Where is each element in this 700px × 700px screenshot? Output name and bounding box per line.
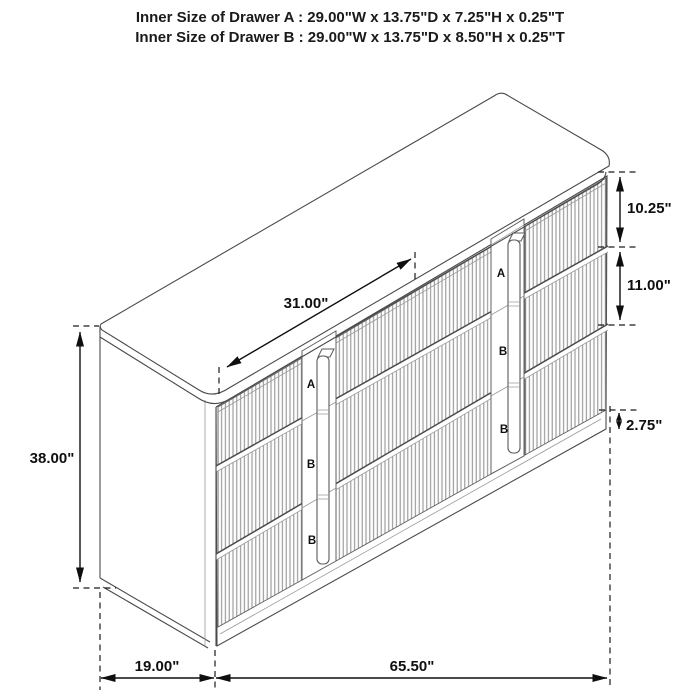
drawer-label-right-b2: B [499,424,509,436]
width-label: 65.50" [389,658,435,675]
drawer-b-height-label: 11.00" [627,277,671,294]
base-height-label: 2.75" [626,417,663,434]
dimension-drawer-heights [598,172,672,434]
drawer-b-inner-size: Inner Size of Drawer B : 29.00"W x 13.75"D x 8.50"H x 0.25"T [135,29,565,46]
depth-label: 19.00" [134,658,180,675]
drawer-a-inner-size: Inner Size of Drawer A : 29.00"W x 13.75"D x 7.25"H x 0.25"T [135,9,565,26]
overall-height-label: 38.00" [29,450,75,467]
drawer-label-left-b1: B [306,459,316,471]
drawer-label-right-b1: B [498,346,508,358]
cabinet [100,93,609,648]
drawer-label-left-b2: B [307,535,317,547]
drawer-a-height-label: 10.25" [627,200,672,217]
drawer-label-right-a: A [496,268,506,280]
drawer-label-left-a: A [306,379,316,391]
top-width-label: 31.00" [283,295,329,312]
